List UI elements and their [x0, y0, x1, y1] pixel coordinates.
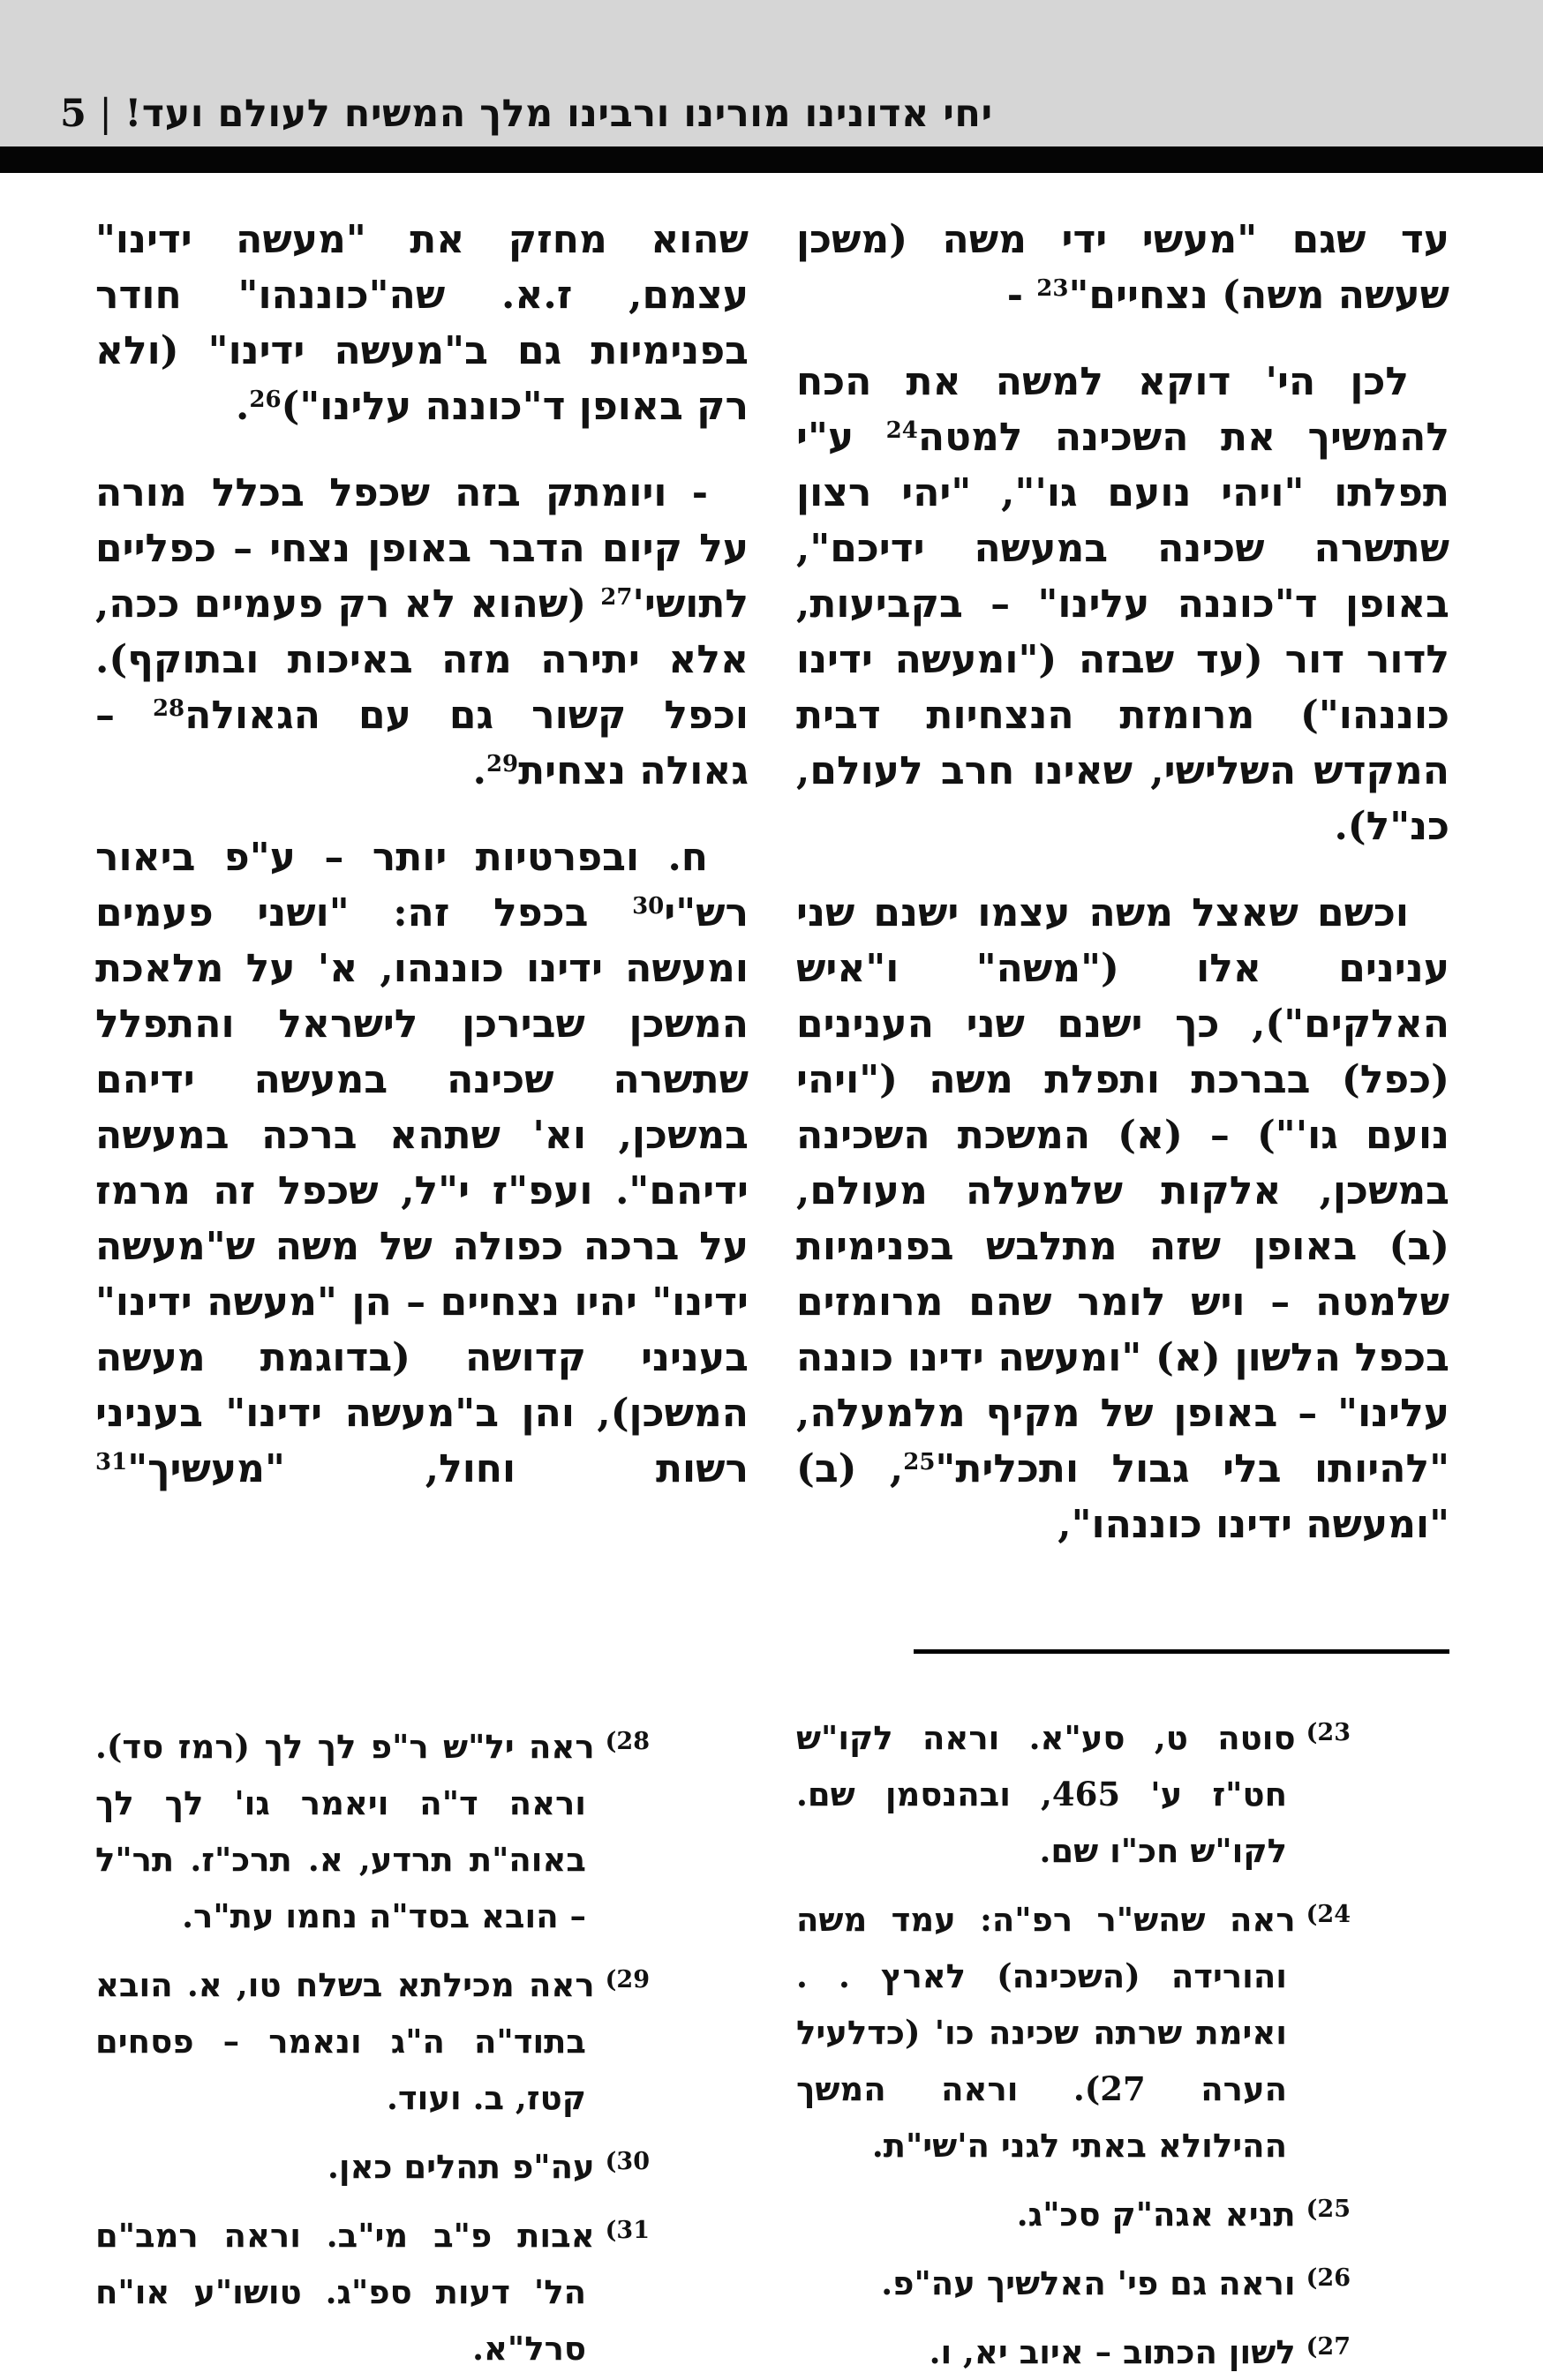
- body-paragraph: - ויומתק בזה שכפל בכלל מורה על קיום הדבר באופן נצחי – כפליים לתושי'$^{27}$ (שהוא לא רק פעמיים ככה, אלא יתירה מזה באיכות ובתוקף). וכפל קשור גם עם הגאולה$^{28}$ – גאולה נצחית$^{29}$.: [95, 470, 749, 793]
- footnote-number: (31: [605, 2217, 650, 2244]
- column-right: [796, 212, 1449, 2380]
- footnote-ref: 30: [632, 893, 665, 920]
- header-rule: [0, 146, 1543, 173]
- footnote: $^{(25}$תניא אגה"ק סכ"ג.: [1016, 2195, 1351, 2234]
- column-left: [95, 212, 749, 2376]
- footnote-separator: [914, 1649, 1449, 1654]
- header-slogan: יחי אדונינו מורינו ורבינו מלך המשיח לעולם ועד!: [124, 92, 993, 136]
- footnote-number: (26: [1306, 2264, 1351, 2292]
- footnote-number: (24: [1306, 1901, 1351, 1928]
- footnotes-left: [95, 1714, 749, 2376]
- footnote: $^{(27}$לשון הכתוב – איוב יא, ו.: [929, 2332, 1351, 2371]
- body-text-right: [796, 212, 1449, 1552]
- running-head: [60, 92, 993, 136]
- footnote-ref: 31: [95, 1449, 128, 1475]
- footnote-number: (30: [605, 2148, 650, 2175]
- footnote-ref: 24: [885, 417, 918, 444]
- footnote: $^{(30}$עה"פ תהלים כאן.: [327, 2147, 650, 2186]
- body-paragraph: עד שגם "מעשי ידי משה (משכן שעשה משה) נצחיים"$^{23}$ -: [796, 217, 1449, 318]
- footnote-ref: 27: [600, 584, 633, 611]
- footnote-ref: 29: [485, 751, 519, 777]
- footnote-ref: 26: [249, 387, 282, 413]
- footnote: $^{(23}$סוטה ט, סע"א. וראה לקו"ש חט"ז ע' 465, ובהנסמן שם. לקו"ש חכ"ו שם.: [796, 1718, 1351, 1870]
- footnote-number: (27: [1306, 2333, 1351, 2361]
- footnote: $^{(28}$ראה יל"ש ר"פ לך לך (רמז סד). וראה ד"ה ויאמר גו' לך לך באוה"ת תרדע, א. תרכ"ז. תר"ל – הובא בסד"ה נחמו עת"ר.: [95, 1727, 650, 1935]
- body-paragraph: ח. ובפרטיות יותר – ע"פ ביאור רש"י$^{30}$ בכפל זה: "ושני פעמים ומעשה ידינו כוננהו, א' על מלאכת המשכן שבירכן לישראל והתפלל שתשרה שכינה במעשה ידיהם במשכן, וא' שתהא ברכה במעשה ידיהם". ועפ"ז י"ל, שכפל זה מרמז על ברכה כפולה של משה ש"מעשה ידינו" יהיו נצחיים – הן "מעשה ידינו" בעניני קדושה (בדוגמת מעשה המשכן), והן ב"מעשה ידינו" בעניני רשות וחול, "מעשיך"$^{31}$: [95, 835, 749, 1491]
- body-paragraph: לכן הי' דוקא למשה את הכח להמשיך את השכינה למטה$^{24}$ ע"י תפלתו "ויהי נועם גו'", "יהי רצון שתשרה שכינה במעשה ידיכם", באופן ד"כוננה עלינו" – בקביעות, לדור דור (עד שבזה ("ומעשה ידינו כוננהו") מרומזת הנצחיות דבית המקדש השלישי, שאינו חרב לעולם, כנ"ל).: [796, 359, 1449, 849]
- footnote: $^{(26}$וראה גם פי' האלשיך עה"פ.: [881, 2264, 1351, 2302]
- header-band: [0, 0, 1543, 146]
- footnote: $^{(24}$ראה שהש"ר רפ"ה: עמד משה והורידה (השכינה) לארץ . . ואימת שרתה שכינה כו' (כדלעיל הערה 27). וראה המשך ההילולא באתי לגני ה'שי"ת.: [796, 1900, 1351, 2165]
- footnote-ref: 28: [152, 695, 185, 722]
- footnote-ref: 23: [1036, 275, 1069, 302]
- footnote-number: (29: [605, 1966, 650, 1993]
- footnote: $^{(29}$ראה מכילתא בשלח טו, א. הובא בתוד"ה ה"ג ונאמר – פסחים קטז, ב. ועוד.: [95, 1965, 650, 2117]
- header-divider: |: [99, 92, 113, 136]
- page-number: 5: [60, 92, 87, 136]
- body-text-left: [95, 212, 749, 1497]
- footnote-ref: 25: [903, 1449, 936, 1475]
- body-paragraph: שהוא מחזק את "מעשה ידינו" עצמם, ז.א. שה"כוננהו" חודר בפנימיות גם ב"מעשה ידינו" (ולא רק באופן ד"כוננה עלינו")$^{26}$.: [95, 217, 749, 429]
- footnote-number: (25: [1306, 2196, 1351, 2223]
- footnote-number: (23: [1306, 1719, 1351, 1746]
- footnote: $^{(31}$אבות פ"ב מי"ב. וראה רמב"ם הל' דעות ספ"ג. טושו"ע או"ח סרל"א.: [95, 2216, 650, 2368]
- body-paragraph: וכשם שאצל משה עצמו ישנם שני ענינים אלו ("משה" ו"איש האלקים"), כך ישנם שני הענינים (כפל) בברכת ותפלת משה ("ויהי נועם גו'") – (א) המשכת השכינה במשכן, אלקות שלמעלה מעולם, (ב) באופן שזה מתלבש בפנימיות שלמטה – ויש לומר שהם מרומזים בכפל הלשון (א) "ומעשה ידינו כוננה עלינו" – באופן של מקיף מלמעלה, "להיותו בלי גבול ותכלית"$^{25}$, (ב) "ומעשה ידינו כוננהו",: [796, 890, 1449, 1547]
- footnotes-right: [796, 1705, 1449, 2380]
- footnote-number: (28: [605, 1728, 650, 1755]
